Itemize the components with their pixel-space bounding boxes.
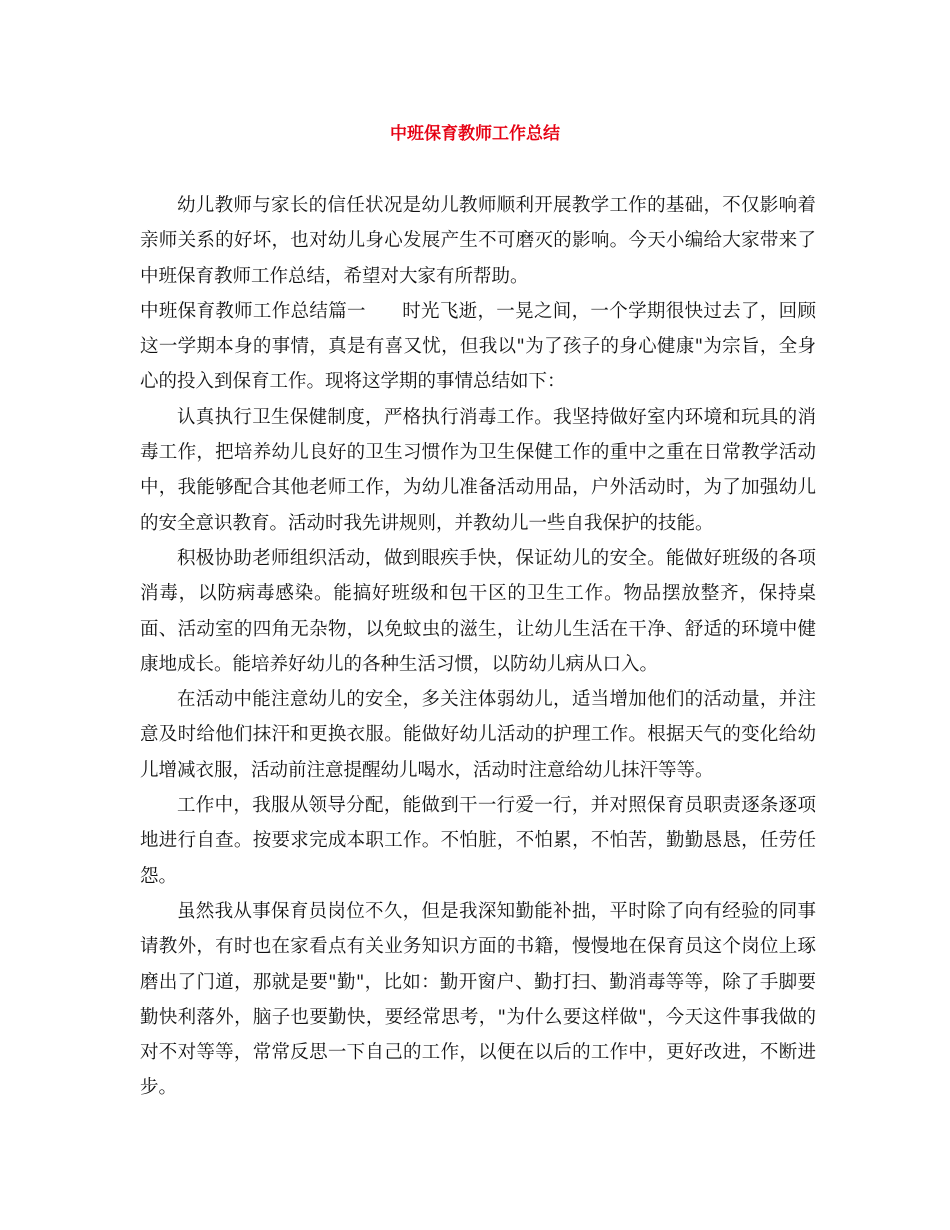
body-paragraph-3: 在活动中能注意幼儿的安全，多关注体弱幼儿，适当增加他们的活动量，并注意及时给他们抹汗和更换衣服。能做好幼儿活动的护理工作。根据天气的变化给幼儿增减衣服，活动前注意提醒幼儿喝水，活动时注意给幼儿抹汗等等。 xyxy=(140,689,816,781)
body-paragraph-2: 积极协助老师组织活动，做到眼疾手快，保证幼儿的安全。能做好班级的各项消毒，以防病毒感染。能搞好班级和包干区的卫生工作。物品摆放整齐，保持桌面、活动室的四角无杂物，以免蚊虫的滋生，让幼儿生活在干净、舒适的环境中健康地成长。能培养好幼儿的各种生活习惯，以防幼儿病从口入。 xyxy=(140,547,816,675)
document-title: 中班保育教师工作总结 xyxy=(390,124,560,144)
intro-paragraph: 幼儿教师与家长的信任状况是幼儿教师顺利开展教学工作的基础，不仅影响着亲师关系的好坏，也对幼儿身心发展产生不可磨灭的影响。今天小编给大家带来了中班保育教师工作总结，希望对大家有所帮助。 xyxy=(140,195,816,287)
document-body xyxy=(140,188,816,1106)
body-paragraph-5: 虽然我从事保育员岗位不久，但是我深知勤能补拙，平时除了向有经验的同事请教外，有时也在家看点有关业务知识方面的书籍，慢慢地在保育员这个岗位上琢磨出了门道，那就是要"勤"，比如：勤开窗户、勤打扫、勤消毒等等，除了手脚要勤快利落外，脑子也要勤快，要经常思考，"为什么要这样做"，今天这件事我做的对不对等等，常常反思一下自己的工作，以便在以后的工作中，更好改进，不断进步。 xyxy=(140,900,816,1099)
section-heading: 中班保育教师工作总结篇一 xyxy=(140,300,366,322)
body-paragraph-4: 工作中，我服从领导分配，能做到干一行爱一行，并对照保育员职责逐条逐项地进行自查。按要求完成本职工作。不怕脏，不怕累，不怕苦，勤勤恳恳，任劳任怨。 xyxy=(140,795,816,887)
section-paragraph xyxy=(140,294,816,400)
section-opening: 时光飞逝，一晃之间，一个学期很快过去了，回顾这一学期本身的事情，真是有喜又忧，但我以"为了孩子的身心健康"为宗旨，全身心的投入到保育工作。现将这学期的事情总结如下： xyxy=(140,300,816,393)
body-paragraph-1: 认真执行卫生保健制度，严格执行消毒工作。我坚持做好室内环境和玩具的消毒工作，把培养幼儿良好的卫生习惯作为卫生保健工作的重中之重在日常教学活动中，我能够配合其他老师工作，为幼儿准备活动用品，户外活动时，为了加强幼儿的安全意识教育。活动时我先讲规则，并教幼儿一些自我保护的技能。 xyxy=(140,406,816,534)
